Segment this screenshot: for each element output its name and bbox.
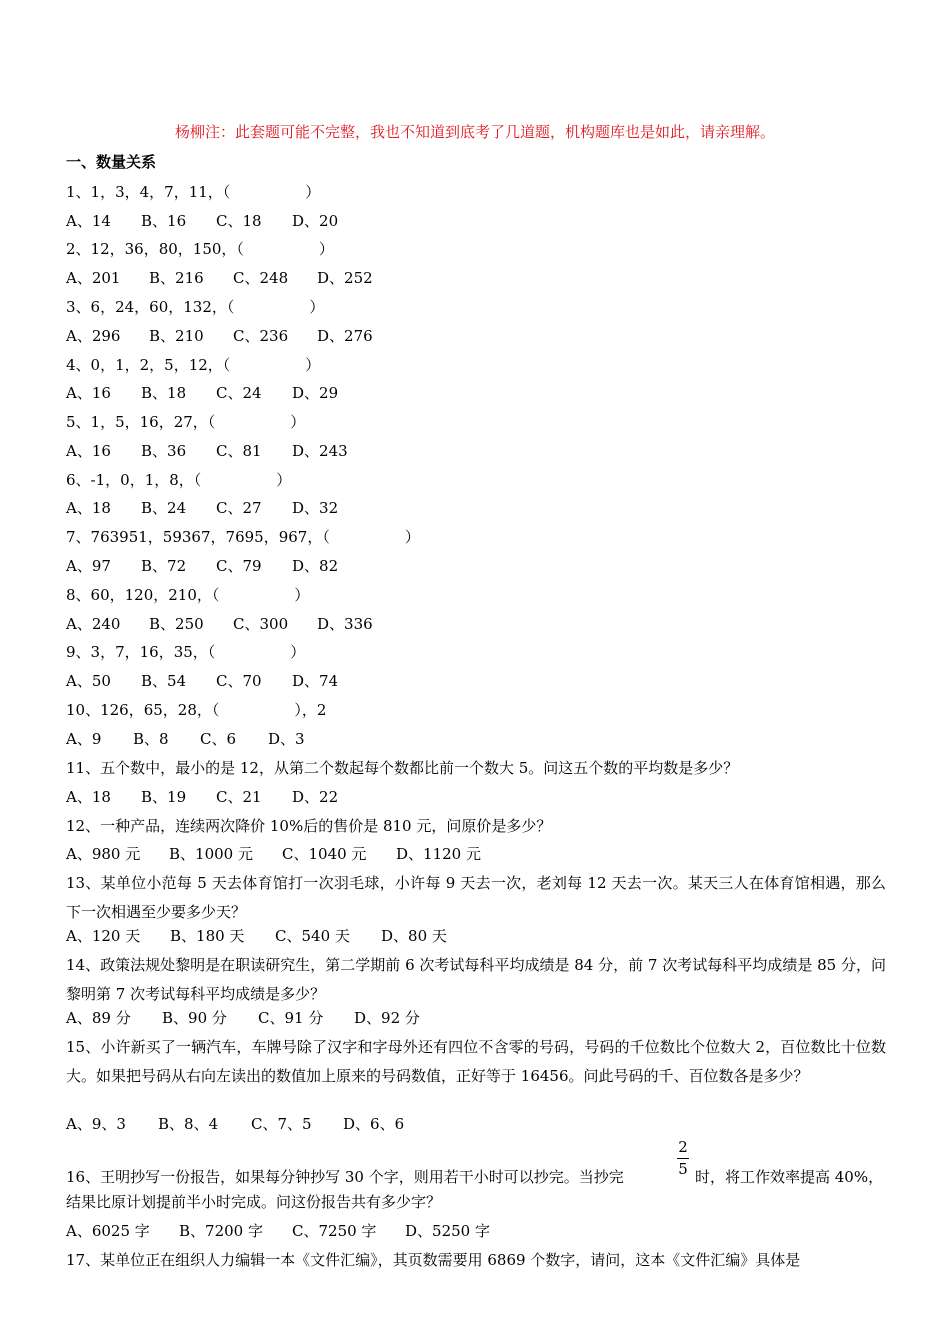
question-16-stem-part-2: 结果比原计划提前半小时完成。问这份报告共有多少字？ (66, 1193, 442, 1211)
option-b: B、19 (141, 788, 187, 806)
question-8-options (66, 613, 373, 635)
option-a: A、18 (66, 788, 111, 806)
option-d: D、336 (317, 615, 373, 633)
option-c: C、1040 元 (282, 845, 367, 863)
section-title: 一、数量关系 (66, 153, 157, 171)
question-15-stem: 15、小许新买了一辆汽车，车牌号除了汉字和字母外还有四位不含零的号码，号码的千位数比个位数大 2，百位数比十位数大。如果把号码从右向左读出的数值加上原来的号码数值，正好等于 16456。问此号码的千、百位数各是多少？ (66, 1038, 886, 1085)
question-3-options (66, 325, 373, 347)
option-b: B、72 (141, 557, 187, 575)
question-14-options (66, 1007, 420, 1029)
option-a: A、50 (66, 672, 111, 690)
option-a: A、89 分 (66, 1009, 131, 1027)
option-c: C、236 (233, 327, 289, 345)
question-7-stem: 7、763951，59367，7695，967，（ ） (66, 528, 420, 546)
option-d: D、3 (268, 730, 305, 748)
option-d: D、80 天 (381, 927, 447, 945)
option-d: D、6、6 (343, 1115, 405, 1133)
question-1-stem: 1、1，3，4，7，11，（ ） (66, 183, 321, 201)
question-3-stem: 3、6，24，60，132，（ ） (66, 298, 325, 316)
option-b: B、180 天 (170, 927, 245, 945)
option-a: A、980 元 (66, 845, 141, 863)
option-c: C、21 (216, 788, 262, 806)
option-b: B、8、4 (158, 1115, 219, 1133)
option-a: A、16 (66, 442, 111, 460)
option-d: D、92 分 (354, 1009, 420, 1027)
option-c: C、18 (216, 212, 262, 230)
fraction-denominator: 5 (678, 1160, 688, 1178)
option-a: A、240 (66, 615, 121, 633)
question-8-stem: 8、60，120，210，（ ） (66, 586, 310, 604)
option-c: C、24 (216, 384, 262, 402)
option-c: C、300 (233, 615, 289, 633)
question-11-options (66, 786, 338, 808)
question-16-stem-part-1: 16、王明抄写一份报告，如果每分钟抄写 30 个字，则用若干小时可以抄完。当抄完 (66, 1168, 624, 1186)
option-a: A、201 (66, 269, 121, 287)
option-d: D、29 (292, 384, 339, 402)
fraction-numerator: 2 (678, 1138, 688, 1156)
option-b: B、16 (141, 212, 187, 230)
option-a: A、18 (66, 499, 111, 517)
option-b: B、216 (149, 269, 204, 287)
question-11-stem: 11、五个数中，最小的是 12，从第二个数起每个数都比前一个数大 5。问这五个数的平均数是多少？ (66, 759, 739, 777)
option-d: D、1120 元 (396, 845, 481, 863)
question-13-options (66, 925, 447, 947)
option-c: C、81 (216, 442, 262, 460)
question-10-options (66, 728, 305, 750)
option-b: B、90 分 (162, 1009, 227, 1027)
option-a: A、296 (66, 327, 121, 345)
option-d: D、22 (292, 788, 339, 806)
question-16-options (66, 1220, 490, 1242)
option-d: D、82 (292, 557, 339, 575)
question-10-stem: 10、126，65，28，（ ），2 (66, 701, 327, 719)
option-d: D、5250 字 (405, 1222, 490, 1240)
option-c: C、91 分 (258, 1009, 324, 1027)
option-a: A、97 (66, 557, 111, 575)
option-b: B、7200 字 (179, 1222, 263, 1240)
option-c: C、248 (233, 269, 289, 287)
question-12-stem: 12、一种产品，连续两次降价 10%后的售价是 810 元，问原价是多少？ (66, 817, 552, 835)
question-5-options (66, 440, 348, 462)
question-2-stem: 2、12，36，80，150，（ ） (66, 240, 334, 258)
option-d: D、276 (317, 327, 373, 345)
option-c: C、79 (216, 557, 262, 575)
question-4-options (66, 382, 338, 404)
option-b: B、210 (149, 327, 204, 345)
option-a: A、9 (66, 730, 102, 748)
editor-note: 杨柳注：此套题可能不完整，我也不知道到底考了几道题，机构题库也是如此，请亲理解。 (174, 123, 775, 141)
option-d: D、74 (292, 672, 339, 690)
question-9-stem: 9、3，7，16，35，（ ） (66, 643, 306, 661)
question-6-stem: 6、-1，0，1，8，（ ） (66, 471, 292, 489)
option-c: C、540 天 (275, 927, 350, 945)
option-d: D、20 (292, 212, 339, 230)
option-a: A、6025 字 (66, 1222, 150, 1240)
question-9-options (66, 670, 338, 692)
option-d: D、243 (292, 442, 348, 460)
option-c: C、27 (216, 499, 262, 517)
option-d: D、32 (292, 499, 339, 517)
question-7-options (66, 555, 338, 577)
question-17-stem: 17、某单位正在组织人力编辑一本《文件汇编》，其页数需要用 6869 个数字，请问，这本《文件汇编》具体是 (66, 1251, 801, 1269)
fraction-two-fifths (675, 1138, 691, 1179)
question-2-options (66, 267, 373, 289)
option-a: A、16 (66, 384, 111, 402)
option-a: A、9、3 (66, 1115, 126, 1133)
option-b: B、54 (141, 672, 187, 690)
option-a: A、14 (66, 212, 111, 230)
question-12-options (66, 843, 481, 865)
question-4-stem: 4、0，1，2，5，12，（ ） (66, 356, 321, 374)
option-a: A、120 天 (66, 927, 141, 945)
question-15-options (66, 1113, 404, 1135)
question-5-stem: 5、1，5，16，27，（ ） (66, 413, 306, 431)
question-13-stem: 13、某单位小范每 5 天去体育馆打一次羽毛球，小许每 9 天去一次，老刘每 12 天去一次。某天三人在体育馆相遇，那么下一次相遇至少要多少天？ (66, 874, 886, 921)
option-b: B、8 (133, 730, 169, 748)
option-c: C、70 (216, 672, 262, 690)
question-16-stem-part-2-start: 时，将工作效率提高 40%， (695, 1168, 884, 1186)
option-b: B、250 (149, 615, 204, 633)
question-1-options (66, 210, 338, 232)
option-b: B、24 (141, 499, 187, 517)
question-14-stem: 14、政策法规处黎明是在职读研究生，第二学期前 6 次考试每科平均成绩是 84 分，前 7 次考试每科平均成绩是 85 分，问黎明第 7 次考试每科平均成绩是多少？ (66, 956, 886, 1003)
option-c: C、7250 字 (292, 1222, 377, 1240)
option-c: C、6 (200, 730, 237, 748)
option-b: B、36 (141, 442, 187, 460)
option-d: D、252 (317, 269, 373, 287)
option-b: B、18 (141, 384, 187, 402)
option-b: B、1000 元 (169, 845, 253, 863)
option-c: C、7、5 (251, 1115, 312, 1133)
question-6-options (66, 497, 338, 519)
